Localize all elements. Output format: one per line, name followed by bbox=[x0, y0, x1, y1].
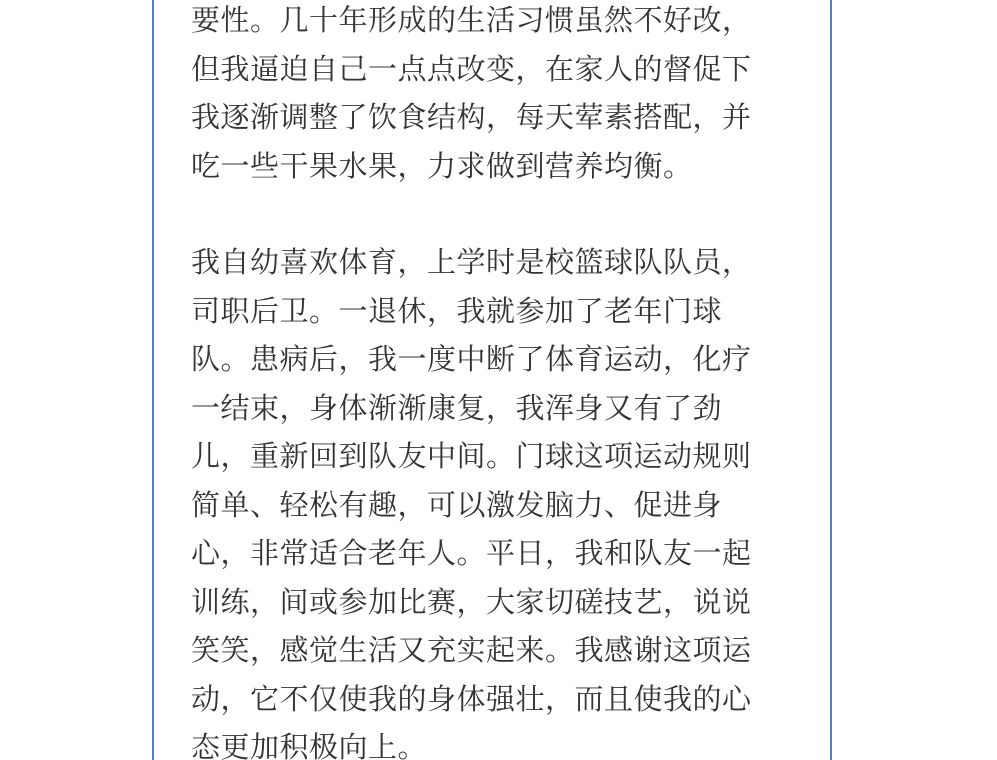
text-line: 笑笑，感觉生活又充实起来。我感谢这项运 bbox=[191, 633, 752, 667]
text-line: 我逐渐调整了饮食结构，每天荤素搭配，并 bbox=[191, 100, 752, 134]
text-line: 但我逼迫自己一点点改变，在家人的督促下 bbox=[191, 51, 752, 86]
text-line: 训练，间或参加比赛，大家切磋技艺，说说 bbox=[191, 584, 752, 619]
text-line: 我自幼喜欢体育，上学时是校篮球队队员， bbox=[191, 245, 752, 279]
text-line: 队。患病后，我一度中断了体育运动，化疗 bbox=[191, 342, 752, 376]
text-line: 儿，重新回到队友中间。门球这项运动规则 bbox=[191, 439, 752, 473]
text-line: 简单、轻松有趣，可以激发脑力、促进身 bbox=[191, 487, 723, 522]
text-line: 要性。几十年形成的生活习惯虽然不好改， bbox=[191, 3, 752, 37]
text-line: 一结束，身体渐渐康复，我浑身又有了劲 bbox=[191, 390, 723, 425]
text-line: 吃一些干果水果，力求做到营养均衡。 bbox=[191, 148, 693, 183]
text-line: 心，非常适合老年人。平日，我和队友一起 bbox=[191, 536, 752, 570]
paragraph-diet bbox=[191, 0, 797, 190]
text-line: 态更加积极向上。 bbox=[191, 730, 428, 760]
paragraph-sports bbox=[191, 238, 797, 760]
text-line: 动，它不仅使我的身体强壮，而且使我的心 bbox=[191, 681, 752, 716]
text-line: 司职后卫。一退休，我就参加了老年门球 bbox=[191, 293, 723, 328]
